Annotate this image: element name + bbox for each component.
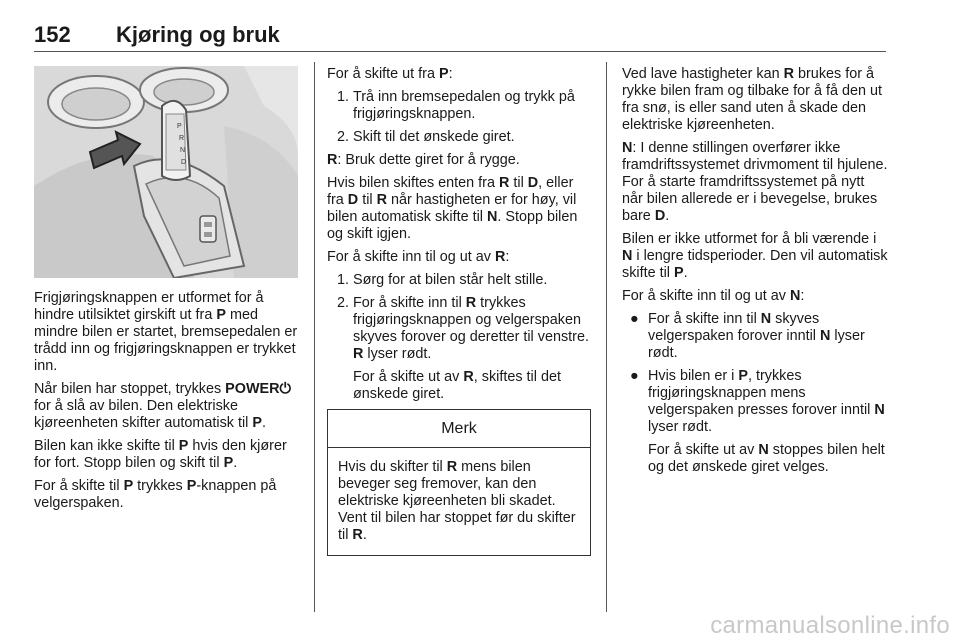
paragraph: Bilen er ikke utformet for å bli værende i N i lengre tidsperioder. Den vil automatisk skifte til P. [622,231,888,281]
gear-mark-d: D [181,159,187,166]
step-number: 2. [337,129,350,145]
page-header [34,22,886,52]
paragraph: For å skifte inn til og ut av N: [622,288,805,304]
paragraph: R: Bruk dette giret for å rygge. [327,152,520,168]
steps-list [327,272,593,403]
step-number: 1. [337,272,350,288]
column-1 [34,290,300,518]
paragraph: Frigjøringsknappen er utformet for å hindre utilsiktet girskift ut fra P med mindre bilen er startet, bremsepedalen er trådd inn og frigjøringsknappen er trykket inn. [34,290,298,374]
column-2 [327,66,593,556]
paragraph: For å skifte ut fra P: [327,66,453,82]
note-title: Merk [328,410,590,448]
paragraph: Ved lave hastigheter kan R brukes for å rykke bilen fram og tilbake for å få den ut fra snø, is eller sand uten å skade den elektriske kjøreenheten. [622,66,882,133]
header-divider [34,51,886,52]
step-number: 1. [337,89,350,105]
bullet-icon: ● [630,368,639,384]
gear-selector-drawing [34,66,298,278]
paragraph: Bilen kan ikke skifte til P hvis den kjører for fort. Stopp bilen og skift til P. [34,438,287,471]
gear-mark-r: R [179,135,185,142]
paragraph: N: I denne stillingen overfører ikke framdriftssystemet drivmoment til hjulene. For å starte framdriftssystemet på nytt når bilen allerede er i bevegelse, brukes bare D. [622,140,888,224]
gear-mark-n: N [180,147,186,154]
note-body: Hvis du skifter til R mens bilen beveger seg fremover, kan den elektriske kjøreenheten bli skadet. Vent til bilen har stoppet før du skifter til R. [338,459,576,543]
gear-selector-illustration [34,66,298,278]
paragraph: Når bilen har stoppet, trykkes POWER⏻ for å slå av bilen. Den elektriske kjøreenheten skifter automatisk til P. [34,381,291,431]
note-box [327,409,591,556]
bullet-icon: ● [630,311,639,327]
list-item: ● Hvis bilen er i P, trykkes frigjøringsknappen mens velgerspaken presses forover inntil N lyser rødt. For å skifte ut av N stoppes bilen helt og det ønskede giret velges. [622,368,888,476]
steps-list [327,89,593,146]
step-sub-paragraph: For å skifte ut av R, skiftes til det ønskede giret. [353,369,561,402]
column-3 [622,66,888,482]
paragraph: Hvis bilen skiftes enten fra R til D, eller fra D til R når hastigheten er for høy, vil bilen automatisk skifte til N. Stopp bilen og skift igjen. [327,175,578,242]
column-divider-1 [314,62,315,612]
list-item: 1. Trå inn bremsepedalen og trykk på frigjøringsknappen. [337,89,575,122]
step-number: 2. [337,295,350,311]
list-item: 1. Sørg for at bilen står helt stille. [337,272,548,288]
paragraph: For å skifte til P trykkes P-knappen på velgerspaken. [34,478,277,511]
bullet-sub-paragraph: For å skifte ut av N stoppes bilen helt og det ønskede giret velges. [648,442,885,475]
page-title: Kjøring og bruk [116,22,280,47]
watermark: carmanualsonline.info [710,612,950,639]
column-divider-2 [606,62,607,612]
list-item: 2. For å skifte inn til R trykkes frigjøringsknappen og velgerspaken skyves forover og deretter til venstre. R lyser rødt. For å skifte ut av R, skiftes til det ønskede giret. [327,295,593,403]
page-number: 152 [34,22,71,47]
paragraph: For å skifte inn til og ut av R: [327,249,510,265]
list-item: ● For å skifte inn til N skyves velgerspaken forover inntil N lyser rødt. [630,311,865,361]
gear-mark-p: P [177,123,182,130]
bullet-list [622,311,888,476]
list-item: 2. Skift til det ønskede giret. [337,129,515,145]
